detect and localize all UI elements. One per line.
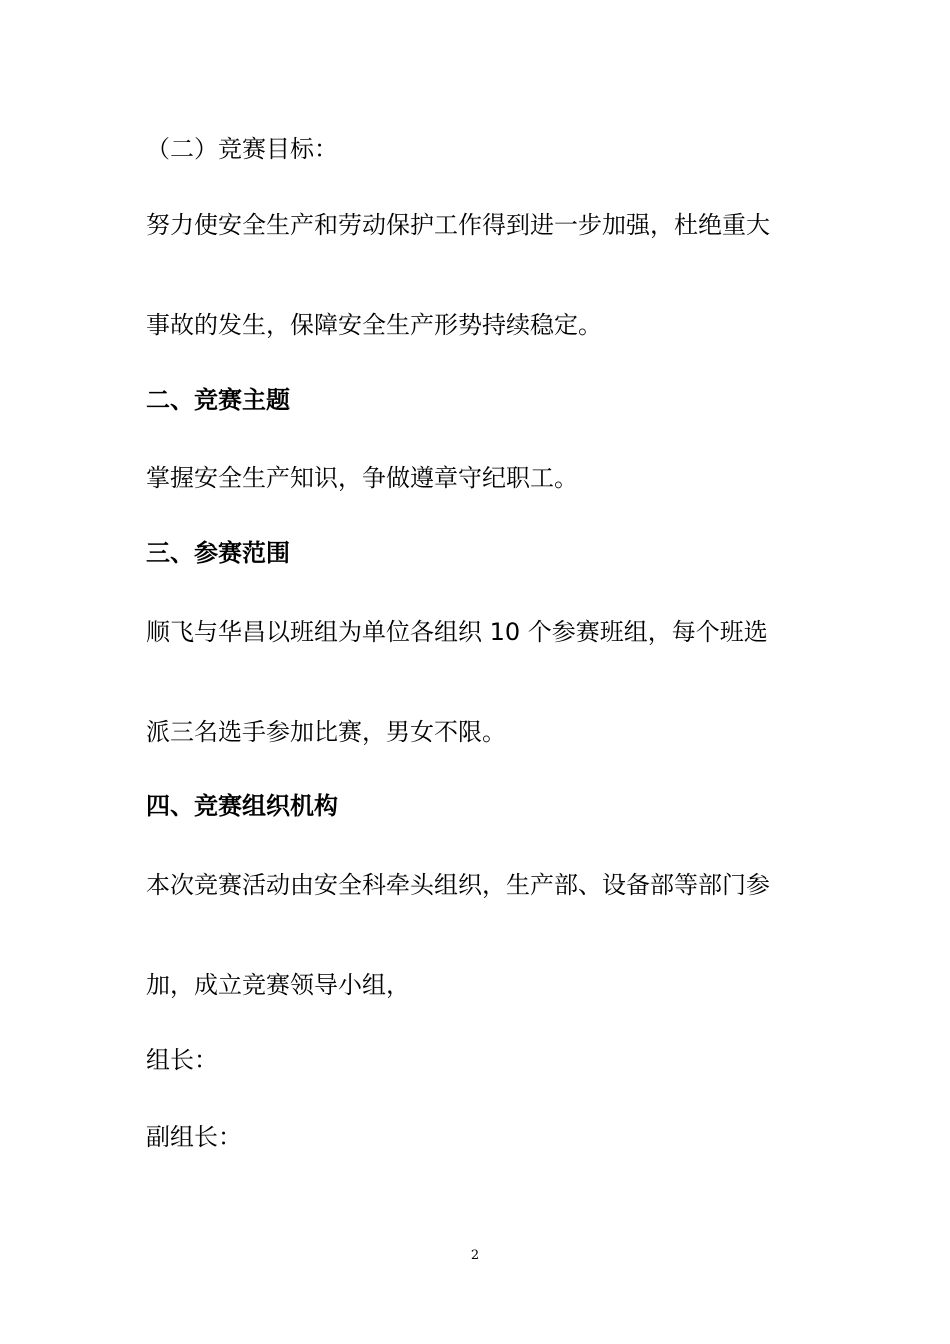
section-3-heading: 三、参赛范围: [146, 539, 290, 567]
deputy-leader-label: 副组长：: [146, 1123, 242, 1151]
org-paragraph-line-1: 本次竞赛活动由安全科牵头组织，生产部、设备部等部门参: [146, 871, 770, 899]
scope-paragraph-line-1: 顺飞与华昌以班组为单位各组织 10 个参赛班组，每个班选: [146, 618, 768, 646]
org-paragraph-line-2: 加，成立竞赛领导小组，: [146, 971, 410, 999]
section-2-heading: 二、竞赛主题: [146, 386, 290, 414]
leader-label: 组长：: [146, 1046, 218, 1074]
section-4-heading: 四、竞赛组织机构: [146, 792, 338, 820]
goal-paragraph-line-1: 努力使安全生产和劳动保护工作得到进一步加强，杜绝重大: [146, 211, 770, 239]
theme-text: 掌握安全生产知识，争做遵章守纪职工。: [146, 464, 578, 492]
scope-paragraph-line-2: 派三名选手参加比赛，男女不限。: [146, 718, 506, 746]
page-number: 2: [470, 1248, 480, 1263]
sub-heading-goal: （二）竞赛目标：: [146, 135, 338, 163]
goal-paragraph-line-2: 事故的发生，保障安全生产形势持续稳定。: [146, 311, 602, 339]
